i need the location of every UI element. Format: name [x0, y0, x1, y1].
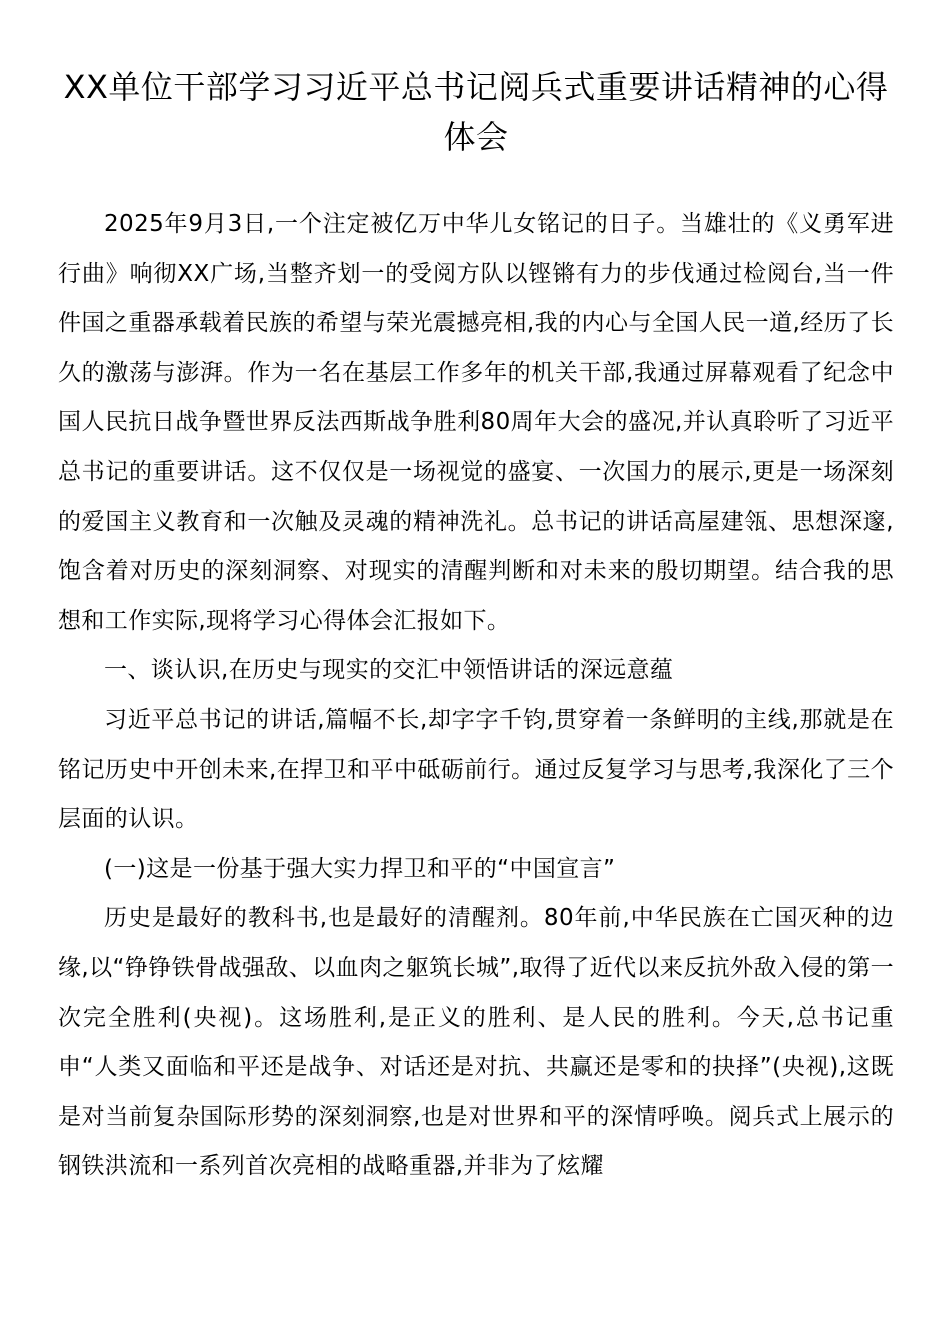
subsection-heading-1: (一)这是一份基于强大实力捍卫和平的“中国宣言” — [104, 855, 616, 882]
intro-paragraph: 2025年9月3日,一个注定被亿万中华儿女铭记的日子。当雄壮的《义勇军进行曲》响彻XX广场,当整齐划一的受阅方队以铿锵有力的步伐通过检阅台,当一件件国之重器承载着民族的希望与荣光震撼亮相,我的内心与全国人民一道,经历了长久的激荡与澎湃。作为一名在基层工作多年的机关干部,我通过屏幕观看了纪念中国人民抗日战争暨世界反法西斯战争胜利80周年大会的盛况,并认真聆听了习近平总书记的重要讲话。这不仅仅是一场视觉的盛宴、一次国力的展示,更是一场深刻的爱国主义教育和一次触及灵魂的精神洗礼。总书记的讲话高屋建瓴、思想深邃,饱含着对历史的深刻洞察、对现实的清醒判断和对未来的殷切期望。结合我的思想和工作实际,现将学习心得体会汇报如下。 — [58, 211, 894, 634]
section-1-paragraph: 习近平总书记的讲话,篇幅不长,却字字千钧,贯穿着一条鲜明的主线,那就是在铭记历史中开创未来,在捍卫和平中砥砺前行。通过反复学习与思考,我深化了三个层面的认识。 — [58, 706, 894, 833]
document-body — [58, 200, 894, 1192]
section-heading-1: 一、谈认识,在历史与现实的交汇中领悟讲话的深远意蕴 — [104, 657, 674, 684]
document-title: XX单位干部学习习近平总书记阅兵式重要讲话精神的心得体会 — [63, 68, 889, 156]
subsection-1-paragraph: 历史是最好的教科书,也是最好的清醒剂。80年前,中华民族在亡国灭种的边缘,以“铮铮铁骨战强敌、以血肉之躯筑长城”,取得了近代以来反抗外敌入侵的第一次完全胜利(央视)。这场胜利,是正义的胜利、是人民的胜利。今天,总书记重申“人类又面临和平还是战争、对话还是对抗、共赢还是零和的抉择”(央视),这既是对当前复杂国际形势的深刻洞察,也是对世界和平的深情呼唤。阅兵式上展示的钢铁洪流和一系列首次亮相的战略重器,并非为了炫耀 — [58, 905, 894, 1180]
